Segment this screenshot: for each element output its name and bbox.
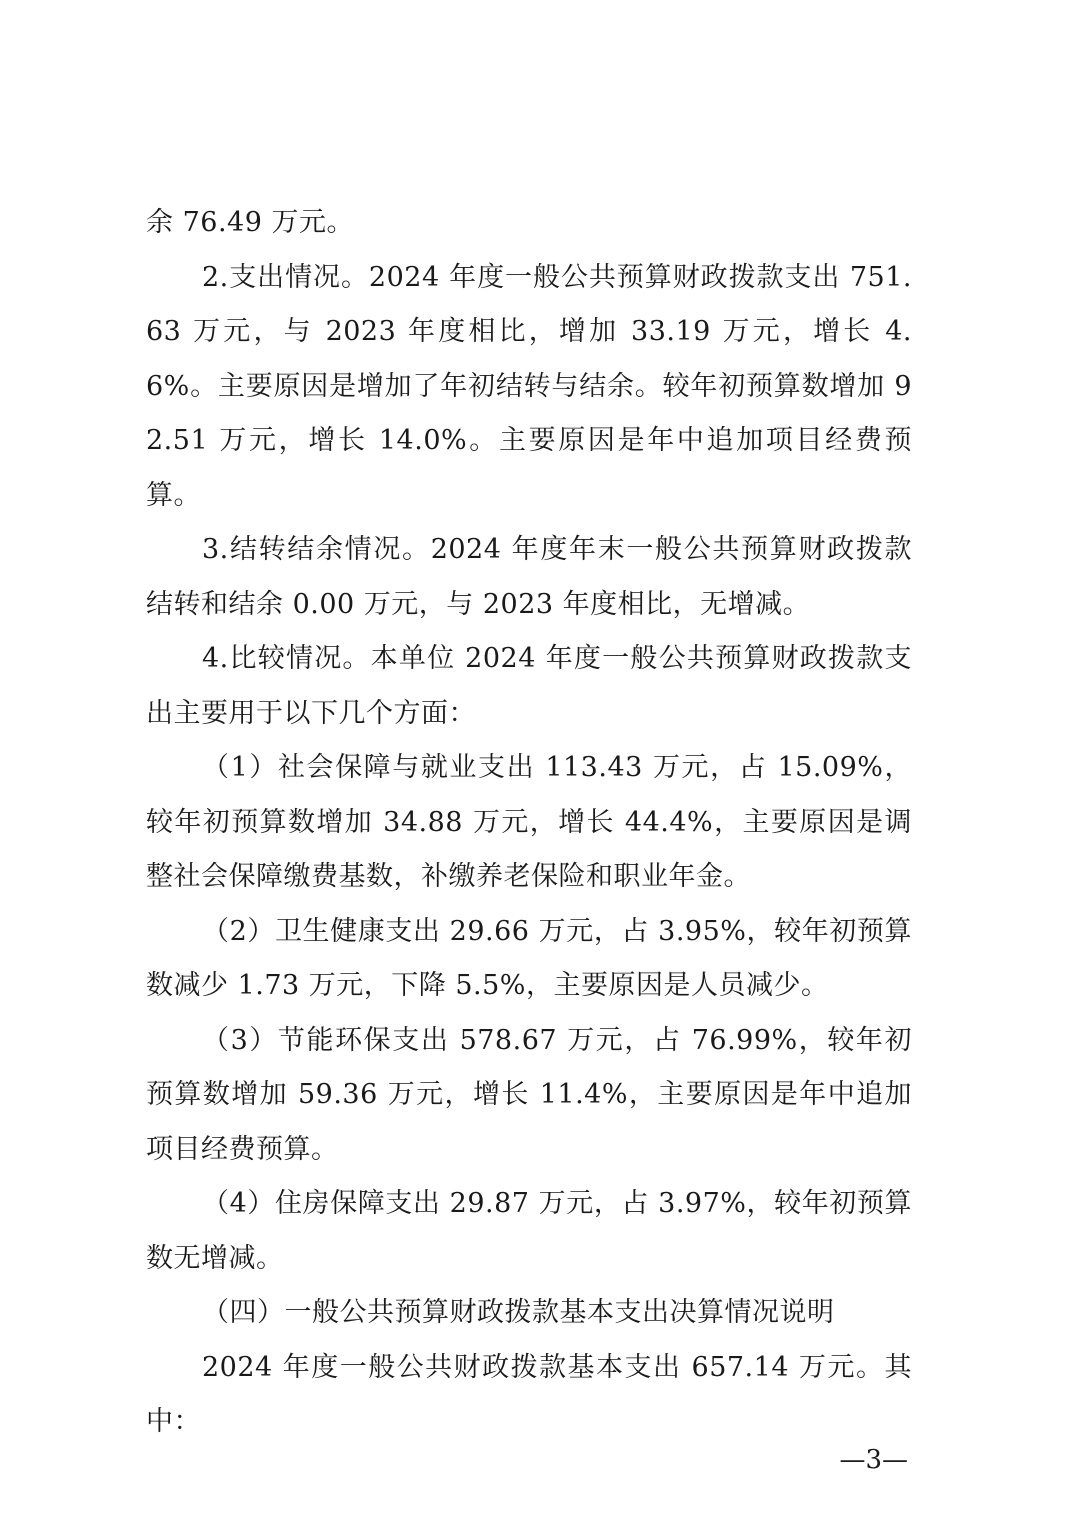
paragraph-comparison: 4.比较情况。本单位 2024 年度一般公共预算财政拨款支出主要用于以下几个方面： (146, 643, 912, 729)
paragraph-item-health: （2）卫生健康支出 29.66 万元，占 3.95%，较年初预算数减少 1.73 万元，下降 5.5%，主要原因是人员减少。 (146, 915, 912, 1001)
paragraph-basic-expenditure: 2024 年度一般公共财政拨款基本支出 657.14 万元。其中： (146, 1351, 912, 1437)
page-number: —3— (839, 1445, 908, 1475)
paragraph-carryover: 3.结转结余情况。2024 年度年末一般公共预算财政拨款结转和结余 0.00 万元，与 2023 年度相比，无增减。 (146, 534, 912, 620)
paragraph-item-environment: （3）节能环保支出 578.67 万元，占 76.99%，较年初预算数增加 59.36 万元，增长 11.4%，主要原因是年中追加项目经费预算。 (146, 1024, 912, 1165)
paragraph-item-housing: （4）住房保障支出 29.87 万元，占 3.97%，较年初预算数无增减。 (146, 1188, 912, 1274)
paragraph-item-social-security: （1）社会保障与就业支出 113.43 万元，占 15.09%，较年初预算数增加 34.88 万元，增长 44.4%，主要原因是调整社会保障缴费基数，补缴养老保险和职业年金。 (146, 752, 912, 892)
document-body (146, 196, 912, 1450)
paragraph-expenditure: 2.支出情况。2024 年度一般公共预算财政拨款支出 751.63 万元，与 2023 年度相比，增加 33.19 万元，增长 4.6%。主要原因是增加了年初结转与结余。较年初预算数增加 92.51 万元，增长 14.0%。主要原因是年中追加项目经费预算。 (146, 261, 912, 511)
paragraph-continuation: 余 76.49 万元。 (146, 207, 354, 238)
section-heading: （四）一般公共预算财政拨款基本支出决算情况说明 (202, 1297, 835, 1328)
